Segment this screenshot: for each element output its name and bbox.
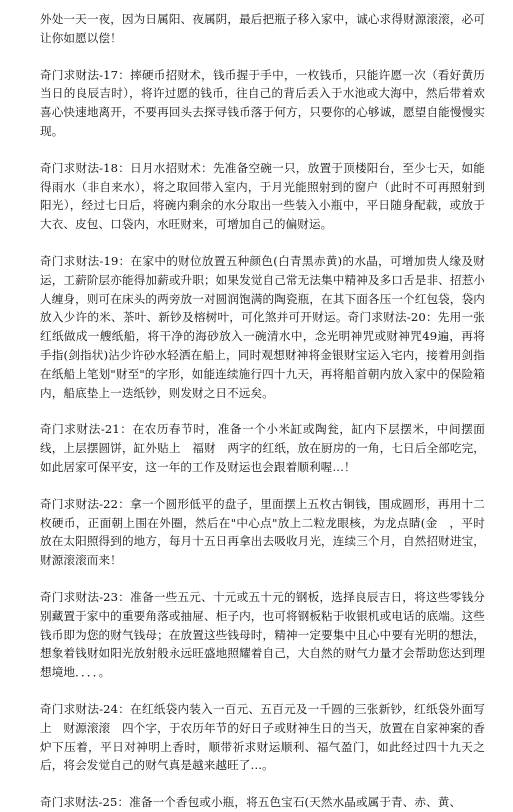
paragraph: 奇门求财法-25：准备一个香包或小瓶，将五色宝石(天然水晶或属于青、赤、黄、 xyxy=(40,795,462,810)
paragraph: 奇门求财法-24：在红纸袋内装入一百元、五百元及一千圆的三张新钞，红纸袋外面写上 财源滚滚 四个字，于农历年节的好日子或财神生日的当天，放置在自家神案的香炉下压着，平日对神明上香时，顺带祈求财运顺利、福气盈门，如此经过四十九天之后，将会发觉自己的财气真是越来越旺了…。 xyxy=(40,701,485,773)
paragraph: 奇门求财法-19：在家中的财位放置五种颜色(白青黑赤黄)的水晶，可增加贵人缘及财运，工薪阶层亦能得加薪或升职；如果发觉自己常无法集中精神及多口舌是非、招惹小人缠身，则可在床头的两旁放一对圆润饱满的陶瓷瓶，在其下面各压一个红包袋，袋内放入少许的米、茶叶、新钞及榕树叶，可化煞并可开财运。奇门求财法-20：先用一张红纸做成一艘纸船，将干净的海砂放入一碗清水中，念光明神咒或财神咒49遍，再将手指(剑指状)沾少许砂水轻洒在船上，同时观想财神将金银财宝运入宅内，接着用剑指在纸船上笔划"财至"的字形，如能连续施行四十九天，再将船首朝内放入家中的保险箱内，船底垫上一迭纸钞，则发财之日不远矣。 xyxy=(40,253,485,400)
paragraph: 奇门求财法-18：日月水招财术：先准备空碗一只，放置于顶楼阳台，至少七天，如能得雨水（非自来水），将之取回带入室内，于月光能照射到的窗户（此时不可再照射到阳光），经过七日后，将碗内剩余的水分取出一些装入小瓶中，平日随身配载，或放于大衣、皮包、口袋内，水旺财来，可增加自己的偏财运。 xyxy=(40,160,485,232)
paragraph: 奇门求财法-23：准备一些五元、十元或五十元的钢板，选择良辰吉日，将这些零钱分别藏置于家中的重要角落或抽屉、柜子内，也可将钢板粘于收银机或电话的底端。这些钱币即为您的财气钱母；在放置这些钱母时，精神一定要集中且心中要有光明的想法，想象着钱财如阳光放射般永远旺盛地照耀着自己，大自然的财气力量才会帮助您达到理想境地．．．．。 xyxy=(40,589,485,680)
paragraph: 奇门求财法-22：拿一个圆形低平的盘子，里面摆上五枚古铜钱，围成圆形，再用十二枚硬币，正面朝上围在外圈，然后在"中心点"放上二粒龙眼核，为龙点睛(金 ，平时放在太阳照得到的地方，每月十五日再拿出去吸收月光，连续三个月，自然招财进宝，财源滚滚而来！ xyxy=(40,496,485,568)
paragraph: 外处一天一夜，因为日属阳、夜属阴，最后把瓶子移入家中，诚心求得财源滚滚，必可让你如愿以偿！ xyxy=(40,12,485,45)
paragraph: 奇门求财法-21：在农历春节时，准备一个小米缸或陶瓮，缸内下层摆米，中间摆面线，上层摆圆饼，缸外贴上 福财 两字的红纸，放在厨房的一角，七日后全部吃完，如此居家可保平安，这一年的工作及财运也会跟着顺利喔…！ xyxy=(40,422,485,474)
paragraph: 奇门求财法-17：摔硬币招财术，钱币握于手中，一枚钱币，只能许愿一次（看好黄历当日的良辰吉时），将许过愿的钱币，往自己的背后丢入于水池或大海中，然后带着欢喜心快速地离开，不要再回头去探寻钱币落于何方，只要你的心够诚，愿望自能慢慢实现。 xyxy=(40,67,485,138)
